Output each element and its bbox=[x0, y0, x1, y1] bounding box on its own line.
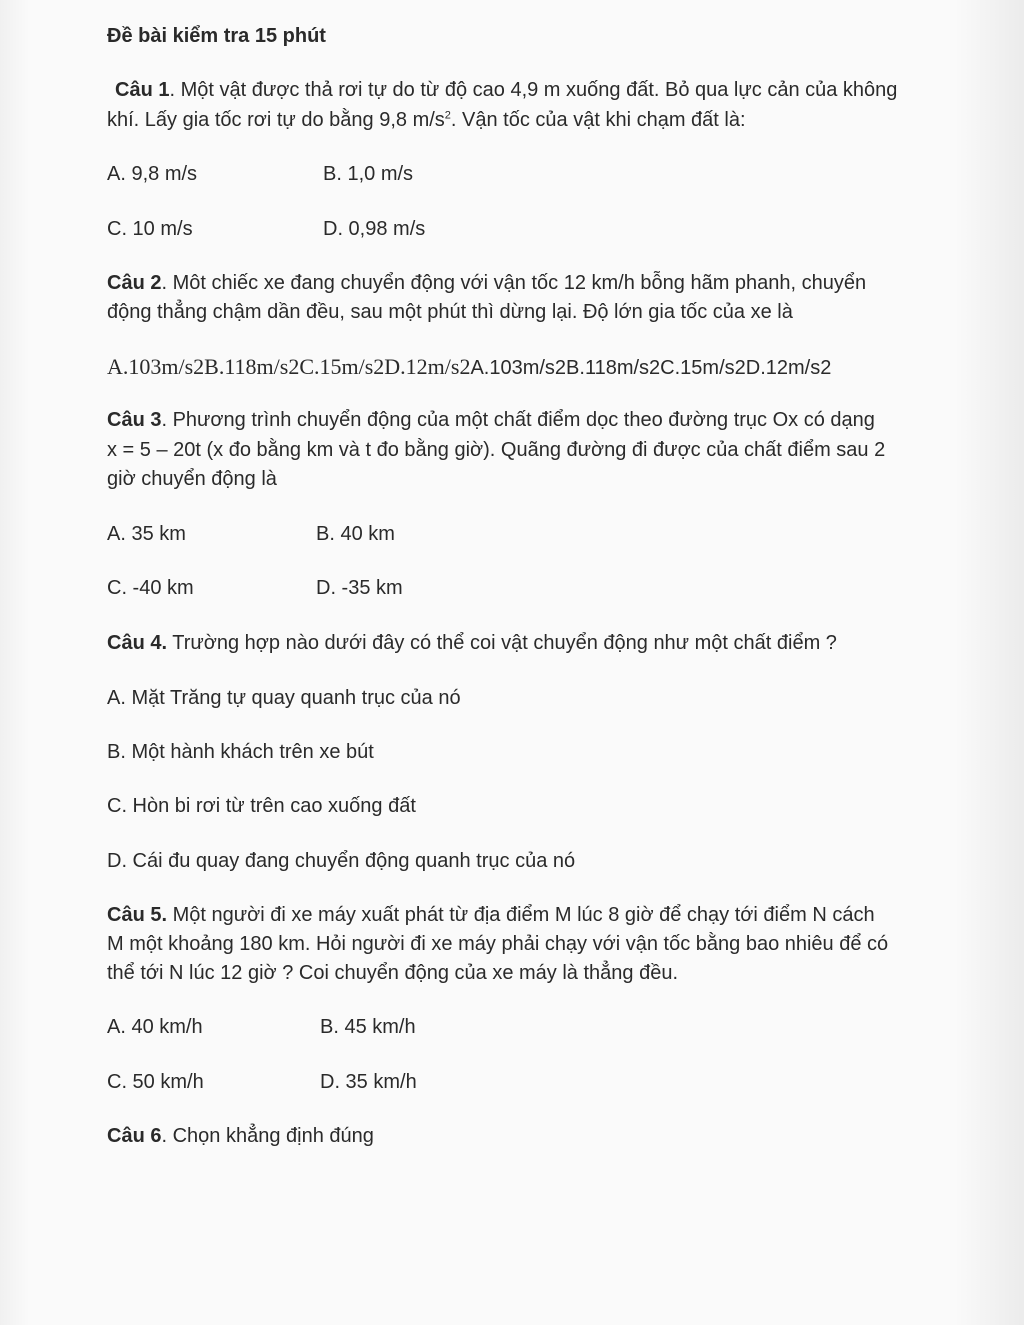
question-5-text-1: Một người đi xe máy xuất phát từ địa điểm M lúc 8 giờ để chạy tới điểm N cách bbox=[167, 904, 875, 926]
question-4-line-1 bbox=[107, 629, 837, 658]
question-2-label: Câu 2 bbox=[107, 272, 162, 294]
question-5-option-c: C. 50 km/h bbox=[107, 1071, 204, 1093]
question-1-option-b: B. 1,0 m/s bbox=[323, 163, 414, 185]
question-1-line-2 bbox=[107, 106, 746, 135]
question-5-line-2: M một khoảng 180 km. Hỏi người đi xe máy phải chạy với vận tốc bằng bao nhiêu để có bbox=[107, 933, 889, 955]
question-5-option-d: D. 35 km/h bbox=[320, 1071, 417, 1093]
question-3-label: Câu 3 bbox=[107, 409, 162, 431]
question-3-option-d: D. -35 km bbox=[316, 577, 403, 599]
question-1-option-c: C. 10 m/s bbox=[107, 218, 193, 240]
question-5-option-a: A. 40 km/h bbox=[107, 1016, 203, 1038]
question-1-superscript: 2 bbox=[444, 109, 451, 122]
question-1-text-2a: khí. Lấy gia tốc rơi tự do bằng 9,8 m/s bbox=[107, 109, 445, 131]
page-title: Đề bài kiểm tra 15 phút bbox=[107, 25, 326, 47]
question-3-option-b: B. 40 km bbox=[316, 523, 395, 545]
question-3-option-c: C. -40 km bbox=[107, 577, 194, 599]
question-4-text-1: Trường hợp nào dưới đây có thể coi vật chuyển động như một chất điểm ? bbox=[167, 632, 837, 654]
question-2-text-1: . Môt chiếc xe đang chuyển động với vận tốc 12 km/h bỗng hãm phanh, chuyển bbox=[161, 272, 867, 294]
question-4-label: Câu 4. bbox=[107, 632, 168, 654]
question-2-options-sans: A.103m/s2B.118m/s2C.15m/s2D.12m/s2 bbox=[470, 357, 832, 379]
question-2-line-1 bbox=[107, 269, 866, 298]
question-2-line-2: động thẳng chậm dần đều, sau một phút thì dừng lại. Độ lớn gia tốc của xe là bbox=[107, 301, 793, 323]
question-1-label: Câu 1 bbox=[115, 79, 170, 101]
question-6-label: Câu 6 bbox=[107, 1125, 162, 1147]
question-1-text-2b: . Vận tốc của vật khi chạm đất là: bbox=[450, 109, 746, 131]
question-4-option-b: B. Một hành khách trên xe bút bbox=[107, 741, 374, 763]
question-2-options-serif: A.103m/s2B.118m/s2C.15m/s2D.12m/s2 bbox=[107, 354, 471, 379]
question-2-options-line bbox=[107, 352, 831, 383]
question-3-option-a: A. 35 km bbox=[107, 523, 186, 545]
question-4-option-d: D. Cái đu quay đang chuyển động quanh trục của nó bbox=[107, 850, 576, 872]
question-5-line-3: thể tới N lúc 12 giờ ? Coi chuyển động của xe máy là thẳng đều. bbox=[107, 962, 679, 984]
question-3-text-1: . Phương trình chuyển động của một chất điểm dọc theo đường trục Ox có dạng bbox=[161, 409, 875, 431]
question-3-line-1 bbox=[107, 406, 875, 435]
question-1-option-a: A. 9,8 m/s bbox=[107, 163, 198, 185]
question-4-option-a: A. Mặt Trăng tự quay quanh trục của nó bbox=[107, 687, 461, 709]
question-1-text-1: . Một vật được thả rơi tự do từ độ cao 4,9 m xuống đất. Bỏ qua lực cản của không bbox=[169, 79, 898, 101]
question-1-option-d: D. 0,98 m/s bbox=[323, 218, 426, 240]
question-6-text-1: . Chọn khẳng định đúng bbox=[161, 1125, 374, 1147]
question-1-line-1 bbox=[115, 76, 897, 105]
question-6-line-1 bbox=[107, 1122, 374, 1151]
question-5-line-1 bbox=[107, 901, 875, 930]
question-4-option-c: C. Hòn bi rơi từ trên cao xuống đất bbox=[107, 795, 416, 817]
question-3-line-2: x = 5 – 20t (x đo bằng km và t đo bằng giờ). Quãng đường đi được của chất điểm sau 2 bbox=[107, 439, 886, 461]
question-5-option-b: B. 45 km/h bbox=[320, 1016, 416, 1038]
question-3-line-3: giờ chuyển động là bbox=[107, 468, 277, 490]
question-5-label: Câu 5. bbox=[107, 904, 168, 926]
